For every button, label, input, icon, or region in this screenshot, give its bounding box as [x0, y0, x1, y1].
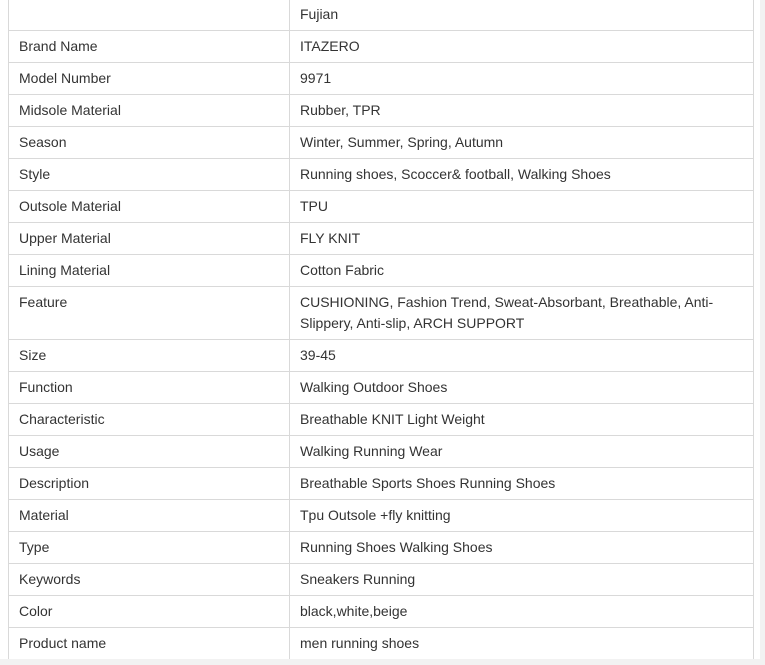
spec-key: Outsole Material [9, 191, 290, 223]
spec-key: Upper Material [9, 223, 290, 255]
spec-key: Model Number [9, 63, 290, 95]
spec-key: Style [9, 159, 290, 191]
spec-value: Tpu Outsole +fly knitting [290, 500, 754, 532]
table-row [9, 31, 754, 63]
spec-value: 39-45 [290, 340, 754, 372]
spec-value: Winter, Summer, Spring, Autumn [290, 127, 754, 159]
table-row [9, 340, 754, 372]
table-row [9, 287, 754, 340]
spec-value: Cotton Fabric [290, 255, 754, 287]
spec-key: Characteristic [9, 404, 290, 436]
table-row [9, 564, 754, 596]
table-row [9, 628, 754, 660]
table-row [9, 596, 754, 628]
spec-key: Size [9, 340, 290, 372]
spec-key: Material [9, 500, 290, 532]
spec-key: Midsole Material [9, 95, 290, 127]
spec-key: Description [9, 468, 290, 500]
spec-value: Breathable Sports Shoes Running Shoes [290, 468, 754, 500]
spec-value: Sneakers Running [290, 564, 754, 596]
spec-key [9, 0, 290, 31]
spec-value: Running shoes, Scoccer& football, Walking Shoes [290, 159, 754, 191]
spec-value: men running shoes [290, 628, 754, 660]
spec-key: Usage [9, 436, 290, 468]
spec-key: Function [9, 372, 290, 404]
table-row [9, 404, 754, 436]
spec-value: Breathable KNIT Light Weight [290, 404, 754, 436]
table-row [9, 223, 754, 255]
spec-value: Running Shoes Walking Shoes [290, 532, 754, 564]
table-row [9, 532, 754, 564]
table-row [9, 191, 754, 223]
spec-value: black,white,beige [290, 596, 754, 628]
spec-value: Walking Outdoor Shoes [290, 372, 754, 404]
spec-value: CUSHIONING, Fashion Trend, Sweat-Absorbant, Breathable, Anti-Slippery, Anti-slip, ARCH SUPPORT [290, 287, 754, 340]
product-spec-panel [8, 0, 753, 660]
table-row [9, 436, 754, 468]
spec-key: Type [9, 532, 290, 564]
table-row [9, 468, 754, 500]
spec-key: Lining Material [9, 255, 290, 287]
spec-key: Keywords [9, 564, 290, 596]
table-row [9, 0, 754, 31]
table-row [9, 255, 754, 287]
spec-value: FLY KNIT [290, 223, 754, 255]
page-edge-right [760, 0, 765, 665]
spec-key: Season [9, 127, 290, 159]
spec-value: Fujian [290, 0, 754, 31]
spec-key: Feature [9, 287, 290, 340]
spec-value: 9971 [290, 63, 754, 95]
table-row [9, 63, 754, 95]
product-spec-table [8, 0, 754, 660]
spec-value: Rubber, TPR [290, 95, 754, 127]
spec-value: ITAZERO [290, 31, 754, 63]
spec-key: Color [9, 596, 290, 628]
table-row [9, 500, 754, 532]
spec-value: TPU [290, 191, 754, 223]
table-row [9, 372, 754, 404]
table-row [9, 127, 754, 159]
spec-value: Walking Running Wear [290, 436, 754, 468]
spec-key: Brand Name [9, 31, 290, 63]
table-row [9, 95, 754, 127]
spec-key: Product name [9, 628, 290, 660]
table-row [9, 159, 754, 191]
page-edge-bottom [0, 659, 765, 665]
